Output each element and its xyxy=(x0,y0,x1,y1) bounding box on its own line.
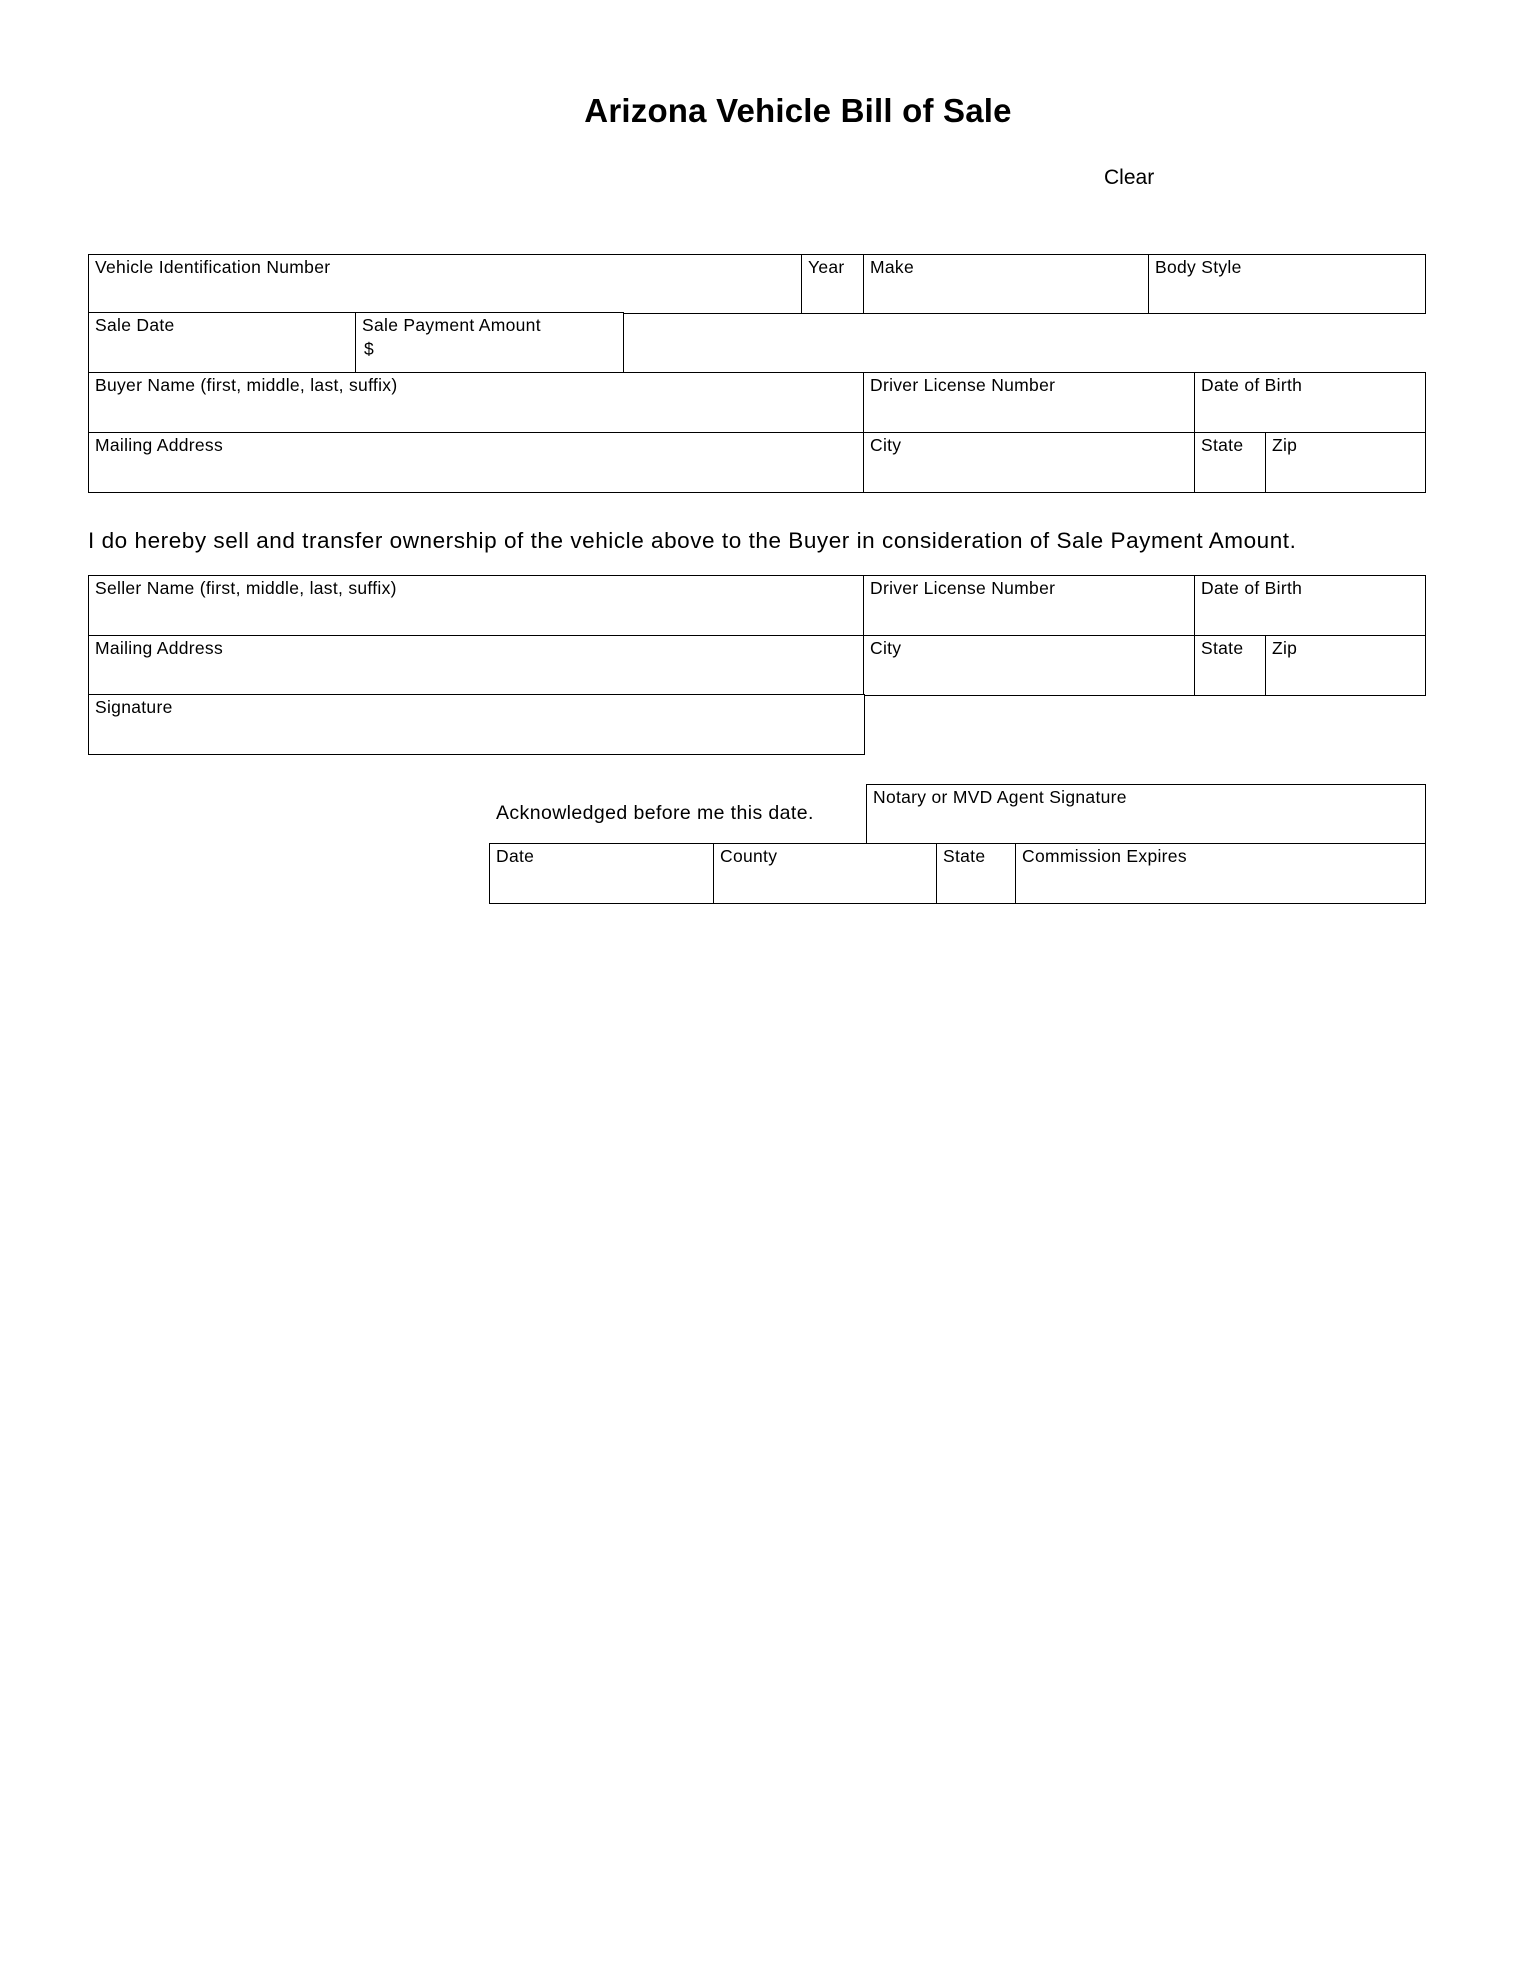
seller-dob-field xyxy=(1194,575,1426,637)
buyer-city-input[interactable] xyxy=(868,465,1191,489)
notary-signature-input[interactable] xyxy=(871,817,1421,841)
sale-amount-field xyxy=(355,312,624,374)
make-field xyxy=(863,254,1150,314)
notary-signature-label: Notary or MVD Agent Signature xyxy=(873,787,1127,807)
seller-zip-label: Zip xyxy=(1272,638,1298,658)
seller-license-field xyxy=(863,575,1196,637)
body-style-label: Body Style xyxy=(1155,257,1242,277)
buyer-city-label: City xyxy=(870,435,902,455)
sale-date-label: Sale Date xyxy=(95,315,175,335)
seller-address-input[interactable] xyxy=(93,668,860,692)
year-label: Year xyxy=(808,257,845,277)
buyer-city-field xyxy=(863,432,1196,493)
clear-button[interactable]: Clear xyxy=(1104,166,1155,189)
notary-date-input[interactable] xyxy=(494,876,710,900)
buyer-name-input[interactable] xyxy=(93,406,860,430)
buyer-license-label: Driver License Number xyxy=(870,375,1056,395)
seller-name-field xyxy=(88,575,865,637)
buyer-zip-input[interactable] xyxy=(1270,465,1421,489)
seller-city-field xyxy=(863,635,1196,696)
seller-name-input[interactable] xyxy=(93,609,860,633)
buyer-zip-label: Zip xyxy=(1272,435,1298,455)
year-field xyxy=(801,254,865,314)
notary-date-field xyxy=(489,843,715,904)
sale-date-input[interactable] xyxy=(93,346,352,370)
year-input[interactable] xyxy=(806,286,860,310)
seller-state-input[interactable] xyxy=(1199,668,1262,692)
buyer-address-field xyxy=(88,432,865,493)
buyer-license-field xyxy=(863,372,1196,434)
body-style-input[interactable] xyxy=(1153,286,1421,310)
notary-signature-field xyxy=(866,784,1426,845)
currency-symbol: $ xyxy=(364,339,374,359)
buyer-dob-input[interactable] xyxy=(1199,406,1421,430)
vin-input[interactable] xyxy=(93,286,798,310)
buyer-dob-field xyxy=(1194,372,1426,434)
buyer-name-field xyxy=(88,372,865,434)
seller-state-field xyxy=(1194,635,1267,696)
seller-name-label: Seller Name (first, middle, last, suffix) xyxy=(95,578,397,598)
seller-zip-field xyxy=(1265,635,1426,696)
seller-signature-input[interactable] xyxy=(93,727,860,751)
notary-county-input[interactable] xyxy=(718,876,933,900)
notary-county-field xyxy=(713,843,938,904)
buyer-dob-label: Date of Birth xyxy=(1201,375,1303,395)
notary-state-input[interactable] xyxy=(941,876,1012,900)
notary-date-label: Date xyxy=(496,846,535,866)
seller-state-label: State xyxy=(1201,638,1244,658)
seller-dob-label: Date of Birth xyxy=(1201,578,1303,598)
make-input[interactable] xyxy=(868,286,1145,310)
acknowledged-text: Acknowledged before me this date. xyxy=(496,802,814,824)
buyer-license-input[interactable] xyxy=(868,406,1191,430)
buyer-state-field xyxy=(1194,432,1267,493)
seller-city-label: City xyxy=(870,638,902,658)
notary-state-label: State xyxy=(943,846,986,866)
buyer-address-label: Mailing Address xyxy=(95,435,224,455)
buyer-state-label: State xyxy=(1201,435,1244,455)
transfer-statement: I do hereby sell and transfer ownership of the vehicle above to the Buyer in consideration of Sale Payment Amount. xyxy=(88,528,1297,553)
vin-field xyxy=(88,254,803,314)
vin-label: Vehicle Identification Number xyxy=(95,257,331,277)
commission-expires-label: Commission Expires xyxy=(1022,846,1187,866)
notary-state-field xyxy=(936,843,1017,904)
form-title: Arizona Vehicle Bill of Sale xyxy=(584,92,1012,129)
seller-zip-input[interactable] xyxy=(1270,668,1421,692)
buyer-name-label: Buyer Name (first, middle, last, suffix) xyxy=(95,375,398,395)
buyer-state-input[interactable] xyxy=(1199,465,1262,489)
seller-city-input[interactable] xyxy=(868,668,1191,692)
sale-date-field xyxy=(88,312,357,374)
notary-county-label: County xyxy=(720,846,778,866)
make-label: Make xyxy=(870,257,914,277)
seller-signature-field xyxy=(88,694,865,755)
seller-signature-label: Signature xyxy=(95,697,173,717)
commission-expires-input[interactable] xyxy=(1020,876,1421,900)
buyer-address-input[interactable] xyxy=(93,465,860,489)
seller-address-field xyxy=(88,635,865,696)
sale-amount-label: Sale Payment Amount xyxy=(362,315,541,335)
seller-license-input[interactable] xyxy=(868,609,1191,633)
seller-address-label: Mailing Address xyxy=(95,638,224,658)
buyer-zip-field xyxy=(1265,432,1426,493)
sale-amount-input[interactable] xyxy=(378,346,619,370)
seller-dob-input[interactable] xyxy=(1199,609,1421,633)
commission-expires-field xyxy=(1015,843,1426,904)
seller-license-label: Driver License Number xyxy=(870,578,1056,598)
body-style-field xyxy=(1148,254,1426,314)
